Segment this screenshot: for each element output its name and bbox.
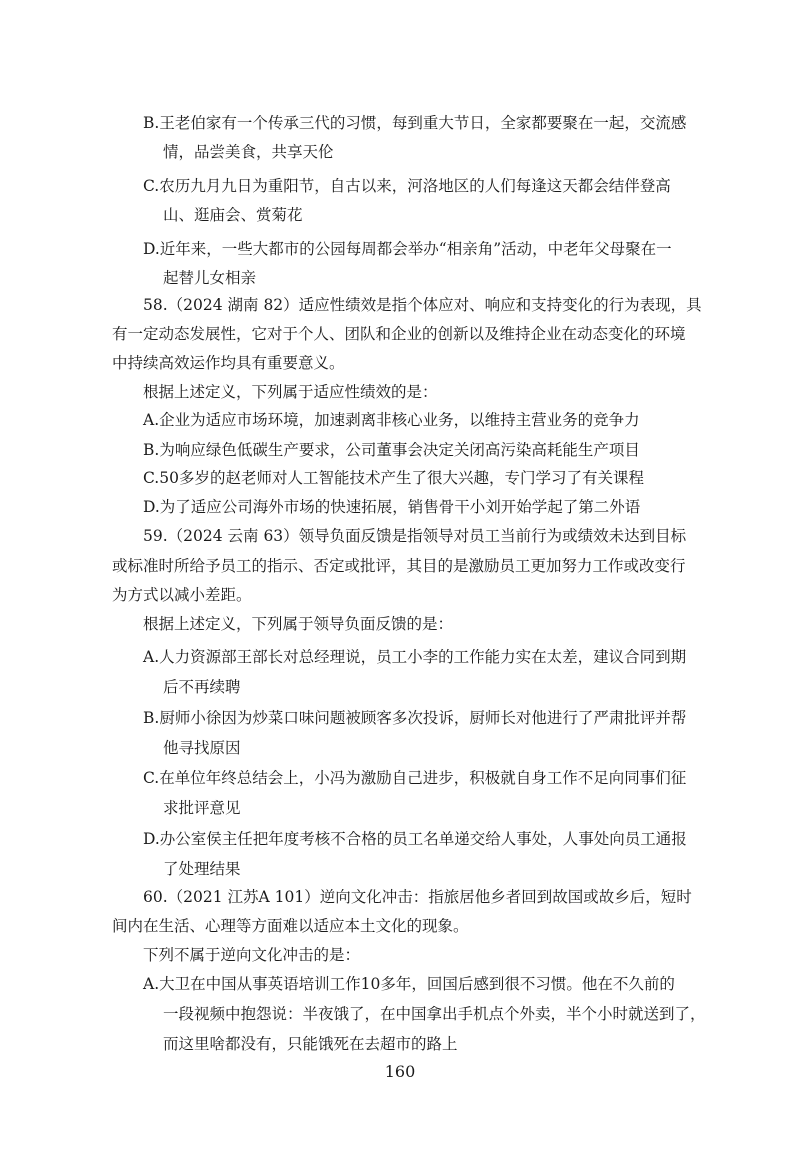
option-b-line2: 情，品尝美食，共享天伦	[163, 143, 334, 161]
question-59-line2: 或标准时所给予员工的指示、否定或批评，其目的是激励员工更加努力工作或改变行	[112, 557, 686, 575]
question-59-option-b-line2: 他寻找原因	[163, 739, 241, 757]
question-59-option-c-line2: 求批评意见	[163, 799, 241, 817]
page-number: 160	[384, 1062, 416, 1081]
question-59-prompt: 根据上述定义，下列属于领导负面反馈的是：	[143, 615, 454, 633]
question-59-line1: 59.（2024 云南 63）领导负面反馈是指领导对员工当前行为或绩效未达到目标	[143, 527, 687, 545]
question-59-option-a-line2: 后不再续聘	[163, 678, 241, 696]
option-d-line2: 起替儿女相亲	[163, 269, 257, 287]
option-c-line1: C.农历九月九日为重阳节，自古以来，河洛地区的人们每逢这天都会结伴登高	[143, 177, 671, 195]
question-60-line1: 60.（2021 江苏A 101）逆向文化冲击：指旅居他乡者回到故国或故乡后，短时	[143, 888, 692, 906]
option-d-line1: D.近年来，一些大都市的公园每周都会举办“相亲角”活动，中老年父母聚在一	[143, 240, 672, 258]
question-58-option-d: D.为了适应公司海外市场的快速拓展，销售骨干小刘开始学起了第二外语	[143, 498, 641, 516]
question-58-line2: 有一定动态发展性，它对于个人、团队和企业的创新以及维持企业在动态变化的环境	[112, 325, 686, 343]
question-60-option-a-line2: 一段视频中抱怨说：半夜饿了，在中国拿出手机点个外卖，半个小时就送到了，	[163, 1005, 706, 1023]
option-b-line1: B.王老伯家有一个传承三代的习惯，每到重大节日，全家都要聚在一起，交流感	[143, 114, 687, 132]
question-58-line1: 58.（2024 湖南 82）适应性绩效是指个体应对、响应和支持变化的行为表现，具	[143, 296, 702, 314]
question-59-option-c-line1: C.在单位年终总结会上，小冯为激励自己进步，积极就自身工作不足向同事们征	[143, 769, 687, 787]
question-58-option-b: B.为响应绿色低碳生产要求，公司董事会决定关闭高污染高耗能生产项目	[143, 441, 640, 459]
question-58-option-a: A.企业为适应市场环境，加速剥离非核心业务，以维持主营业务的竞争力	[143, 411, 640, 429]
question-60-option-a-line1: A.大卫在中国从事英语培训工作10多年，回国后感到很不习惯。他在不久前的	[143, 975, 675, 993]
question-60-prompt: 下列不属于逆向文化冲击的是：	[143, 946, 361, 964]
question-58-prompt: 根据上述定义，下列属于适应性绩效的是：	[143, 383, 438, 401]
question-59-line3: 为方式以减小差距。	[112, 586, 252, 604]
question-58-option-c: C.50多岁的赵老师对人工智能技术产生了很大兴趣，专门学习了有关课程	[143, 469, 644, 487]
question-59-option-d-line1: D.办公室侯主任把年度考核不合格的员工名单递交给人事处，人事处向员工通报	[143, 830, 687, 848]
option-c-line2: 山、逛庙会、赏菊花	[163, 206, 303, 224]
question-60-option-a-line3: 而这里啥都没有，只能饿死在去超市的路上	[163, 1035, 458, 1053]
question-58-line3: 中持续高效运作均具有重要意义。	[112, 354, 345, 372]
question-60-line2: 间内在生活、心理等方面难以适应本土文化的现象。	[112, 917, 469, 935]
question-59-option-a-line1: A.人力资源部王部长对总经理说，员工小李的工作能力实在太差，建议合同到期	[143, 648, 687, 666]
question-59-option-d-line2: 了处理结果	[163, 860, 241, 878]
question-59-option-b-line1: B.厨师小徐因为炒菜口味问题被顾客多次投诉，厨师长对他进行了严肃批评并帮	[143, 709, 687, 727]
